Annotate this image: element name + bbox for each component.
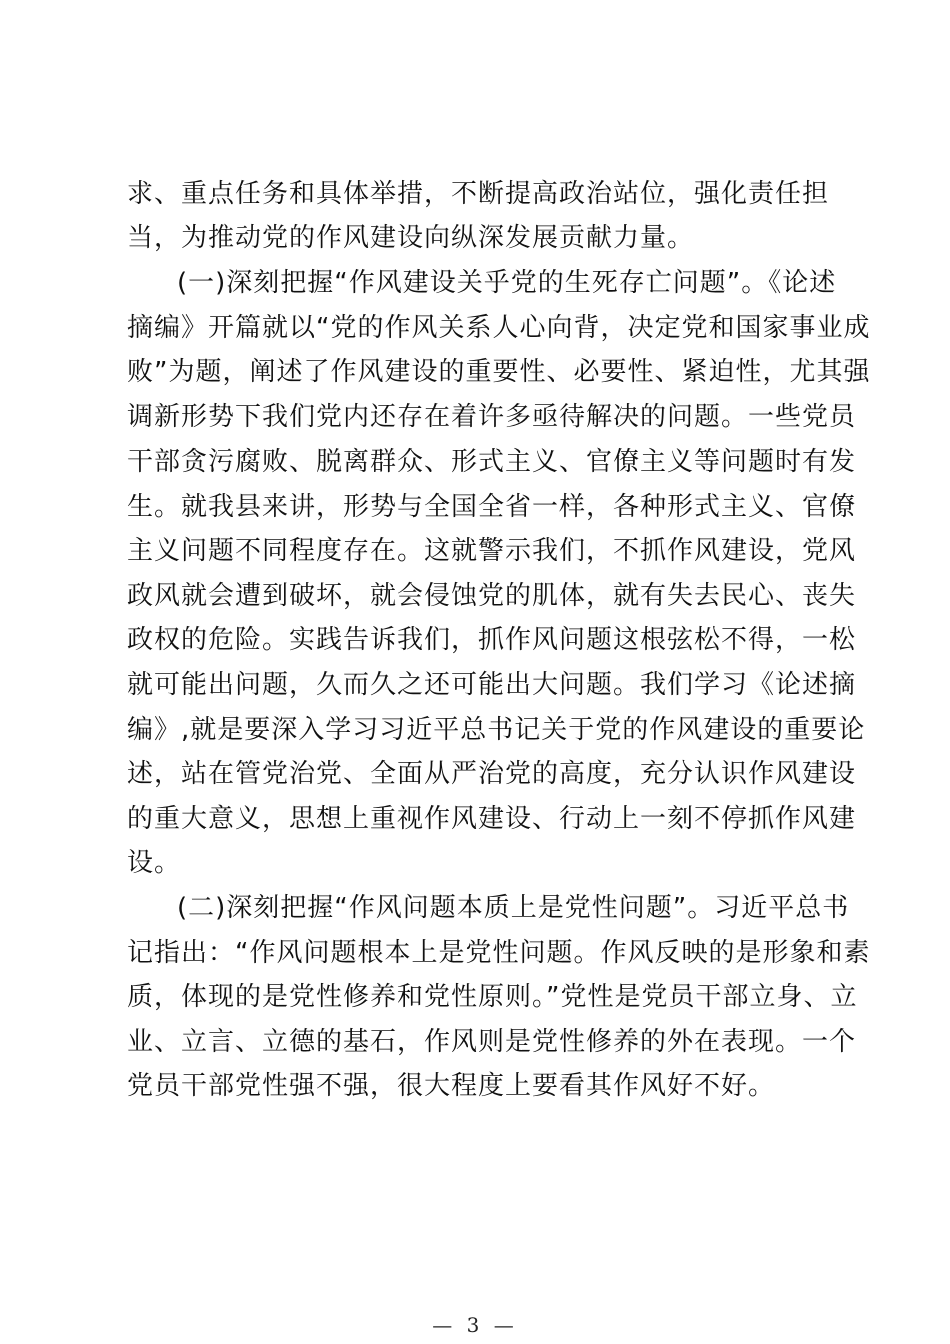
- paragraph-heading-1: (一)深刻把握“作风建设关乎党的生死存亡问题”。《论述: [177, 268, 837, 298]
- text-line: 生。就我县来讲，形势与全国全省一样，各种形式主义、官僚: [127, 492, 857, 522]
- text-line: 干部贪污腐败、脱离群众、形式主义、官僚主义等问题时有发: [127, 447, 857, 477]
- text-line: 记指出：“作风问题根本上是党性问题。作风反映的是形象和素: [127, 938, 871, 968]
- text-line: 摘编》开篇就以“党的作风关系人心向背，决定党和国家事业成: [127, 313, 871, 343]
- text-line: 质，体现的是党性修养和党性原则。”党性是党员干部立身、立: [127, 982, 858, 1012]
- text-line: 就可能出问题，久而久之还可能出大问题。我们学习《论述摘: [127, 670, 857, 700]
- text-line: 的重大意义，思想上重视作风建设、行动上一刻不停抓作风建: [127, 804, 857, 834]
- text-line: 败”为题，阐述了作风建设的重要性、必要性、紧迫性，尤其强: [127, 357, 871, 387]
- text-line: 求、重点任务和具体举措，不断提高政治站位，强化责任担: [127, 179, 830, 209]
- page-number: — 3 —: [432, 1313, 518, 1337]
- text-line: 调新形势下我们党内还存在着许多亟待解决的问题。一些党员: [127, 402, 857, 432]
- paragraph-heading-2: (二)深刻把握“作风问题本质上是党性问题”。习近平总书: [177, 893, 850, 923]
- text-line: 设。: [127, 848, 182, 878]
- text-line: 主义问题不同程度存在。这就警示我们，不抓作风建设，党风: [127, 536, 857, 566]
- text-line: 述，站在管党治党、全面从严治党的高度，充分认识作风建设: [127, 759, 857, 789]
- text-line: 党员干部党性强不强，很大程度上要看其作风好不好。: [127, 1071, 776, 1101]
- text-line: 政风就会遭到破坏，就会侵蚀党的肌体，就有失去民心、丧失: [127, 581, 857, 611]
- text-line: 当，为推动党的作风建设向纵深发展贡献力量。: [127, 223, 695, 253]
- text-line: 业、立言、立德的基石，作风则是党性修养的外在表现。一个: [127, 1027, 857, 1057]
- text-line: 政权的危险。实践告诉我们，抓作风问题这根弦松不得，一松: [127, 625, 857, 655]
- text-line: 编》,就是要深入学习习近平总书记关于党的作风建设的重要论: [127, 715, 866, 745]
